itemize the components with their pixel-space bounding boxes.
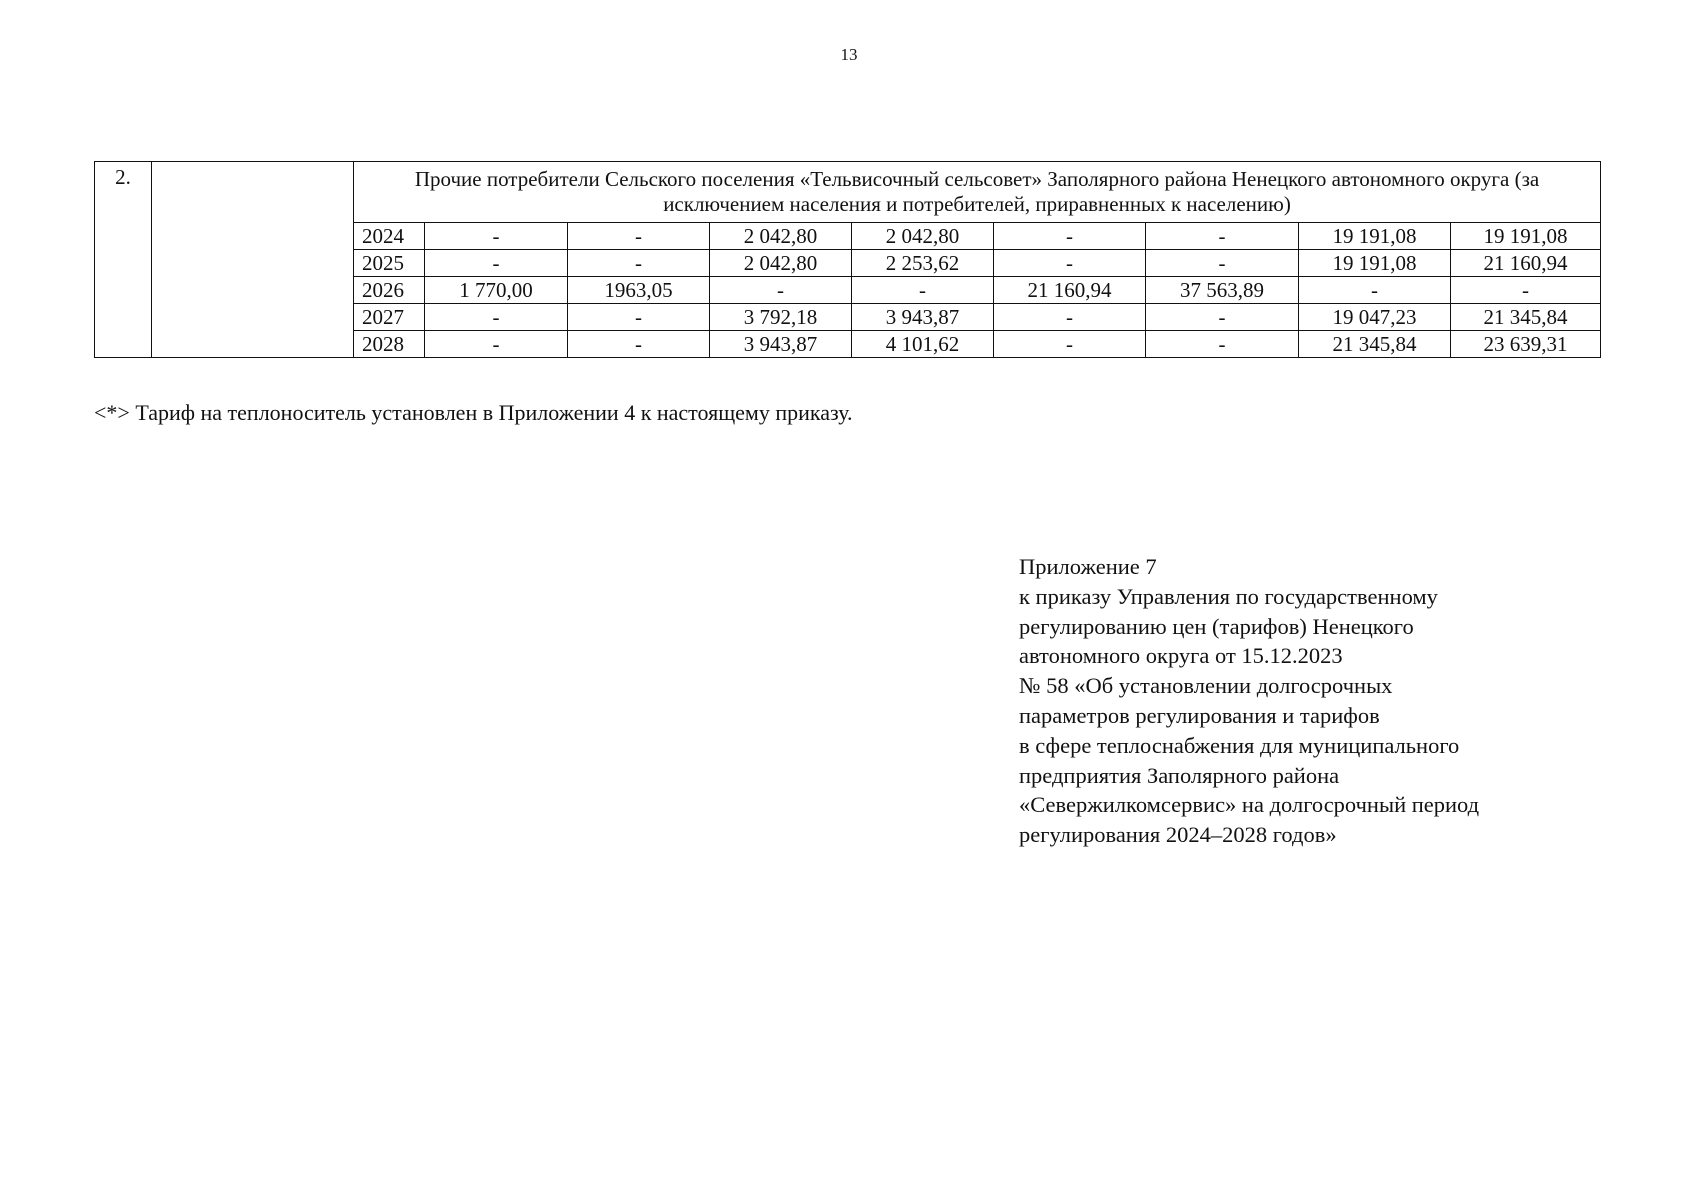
value-cell: 2 253,62 (852, 250, 994, 277)
value-cell: 1963,05 (568, 277, 710, 304)
page-number: 13 (840, 45, 858, 64)
value-cell: 2 042,80 (710, 250, 852, 277)
appendix-line: «Севержилкомсервис» на долгосрочный период (1019, 792, 1480, 818)
value-cell: - (994, 304, 1146, 331)
group-cell (152, 162, 354, 358)
row-number-cell: 2. (95, 162, 152, 358)
year-cell: 2027 (354, 304, 425, 331)
value-cell: - (568, 331, 710, 358)
consumer-group-header: Прочие потребители Сельского поселения «Тельвисочный сельсовет» Заполярного района Ненецкого автономного округа (за исключением населения и потребителей, приравненных к населению) (354, 162, 1601, 223)
value-cell: - (568, 304, 710, 331)
appendix-line: параметров регулирования и тарифов (1019, 702, 1380, 728)
value-cell: - (568, 250, 710, 277)
value-cell: - (425, 304, 568, 331)
value-cell: 19 191,08 (1299, 250, 1451, 277)
appendix-line: регулированию цен (тарифов) Ненецкого (1019, 613, 1414, 639)
value-cell: 21 345,84 (1299, 331, 1451, 358)
value-cell: - (568, 223, 710, 250)
value-cell: 19 191,08 (1299, 223, 1451, 250)
value-cell: - (1146, 250, 1299, 277)
value-cell: 21 345,84 (1451, 304, 1601, 331)
value-cell: - (1146, 331, 1299, 358)
value-cell: 2 042,80 (852, 223, 994, 250)
value-cell: 21 160,94 (994, 277, 1146, 304)
value-cell: 4 101,62 (852, 331, 994, 358)
tariff-table (94, 161, 1601, 358)
value-cell: 3 792,18 (710, 304, 852, 331)
value-cell: - (994, 250, 1146, 277)
value-cell: 3 943,87 (852, 304, 994, 331)
footnote: <*> Тариф на теплоноситель установлен в Приложении 4 к настоящему приказу. (94, 400, 853, 425)
value-cell: - (425, 331, 568, 358)
value-cell: - (994, 331, 1146, 358)
value-cell: - (1451, 277, 1601, 304)
year-cell: 2025 (354, 250, 425, 277)
appendix-line: предприятия Заполярного района (1019, 762, 1340, 788)
value-cell: 19 047,23 (1299, 304, 1451, 331)
value-cell: 19 191,08 (1451, 223, 1601, 250)
appendix-title: Приложение 7 (1019, 554, 1157, 579)
value-cell: 3 943,87 (710, 331, 852, 358)
appendix-line: в сфере теплоснабжения для муниципального (1019, 732, 1460, 758)
value-cell: 2 042,80 (710, 223, 852, 250)
year-cell: 2024 (354, 223, 425, 250)
appendix-line: регулирования 2024–2028 годов» (1019, 822, 1337, 848)
value-cell: - (710, 277, 852, 304)
value-cell: - (425, 250, 568, 277)
value-cell: - (994, 223, 1146, 250)
appendix-line: автономного округа от 15.12.2023 (1019, 643, 1343, 669)
value-cell: - (1299, 277, 1451, 304)
year-cell: 2026 (354, 277, 425, 304)
value-cell: 23 639,31 (1451, 331, 1601, 358)
value-cell: 21 160,94 (1451, 250, 1601, 277)
table-header-row (95, 162, 1601, 223)
value-cell: - (1146, 304, 1299, 331)
table-body (95, 162, 1601, 358)
value-cell: 37 563,89 (1146, 277, 1299, 304)
value-cell: 1 770,00 (425, 277, 568, 304)
year-cell: 2028 (354, 331, 425, 358)
value-cell: - (852, 277, 994, 304)
value-cell: - (425, 223, 568, 250)
value-cell: - (1146, 223, 1299, 250)
appendix-line: № 58 «Об установлении долгосрочных (1019, 673, 1393, 699)
appendix-block (1019, 552, 1639, 850)
appendix-line: к приказу Управления по государственному (1019, 583, 1438, 609)
